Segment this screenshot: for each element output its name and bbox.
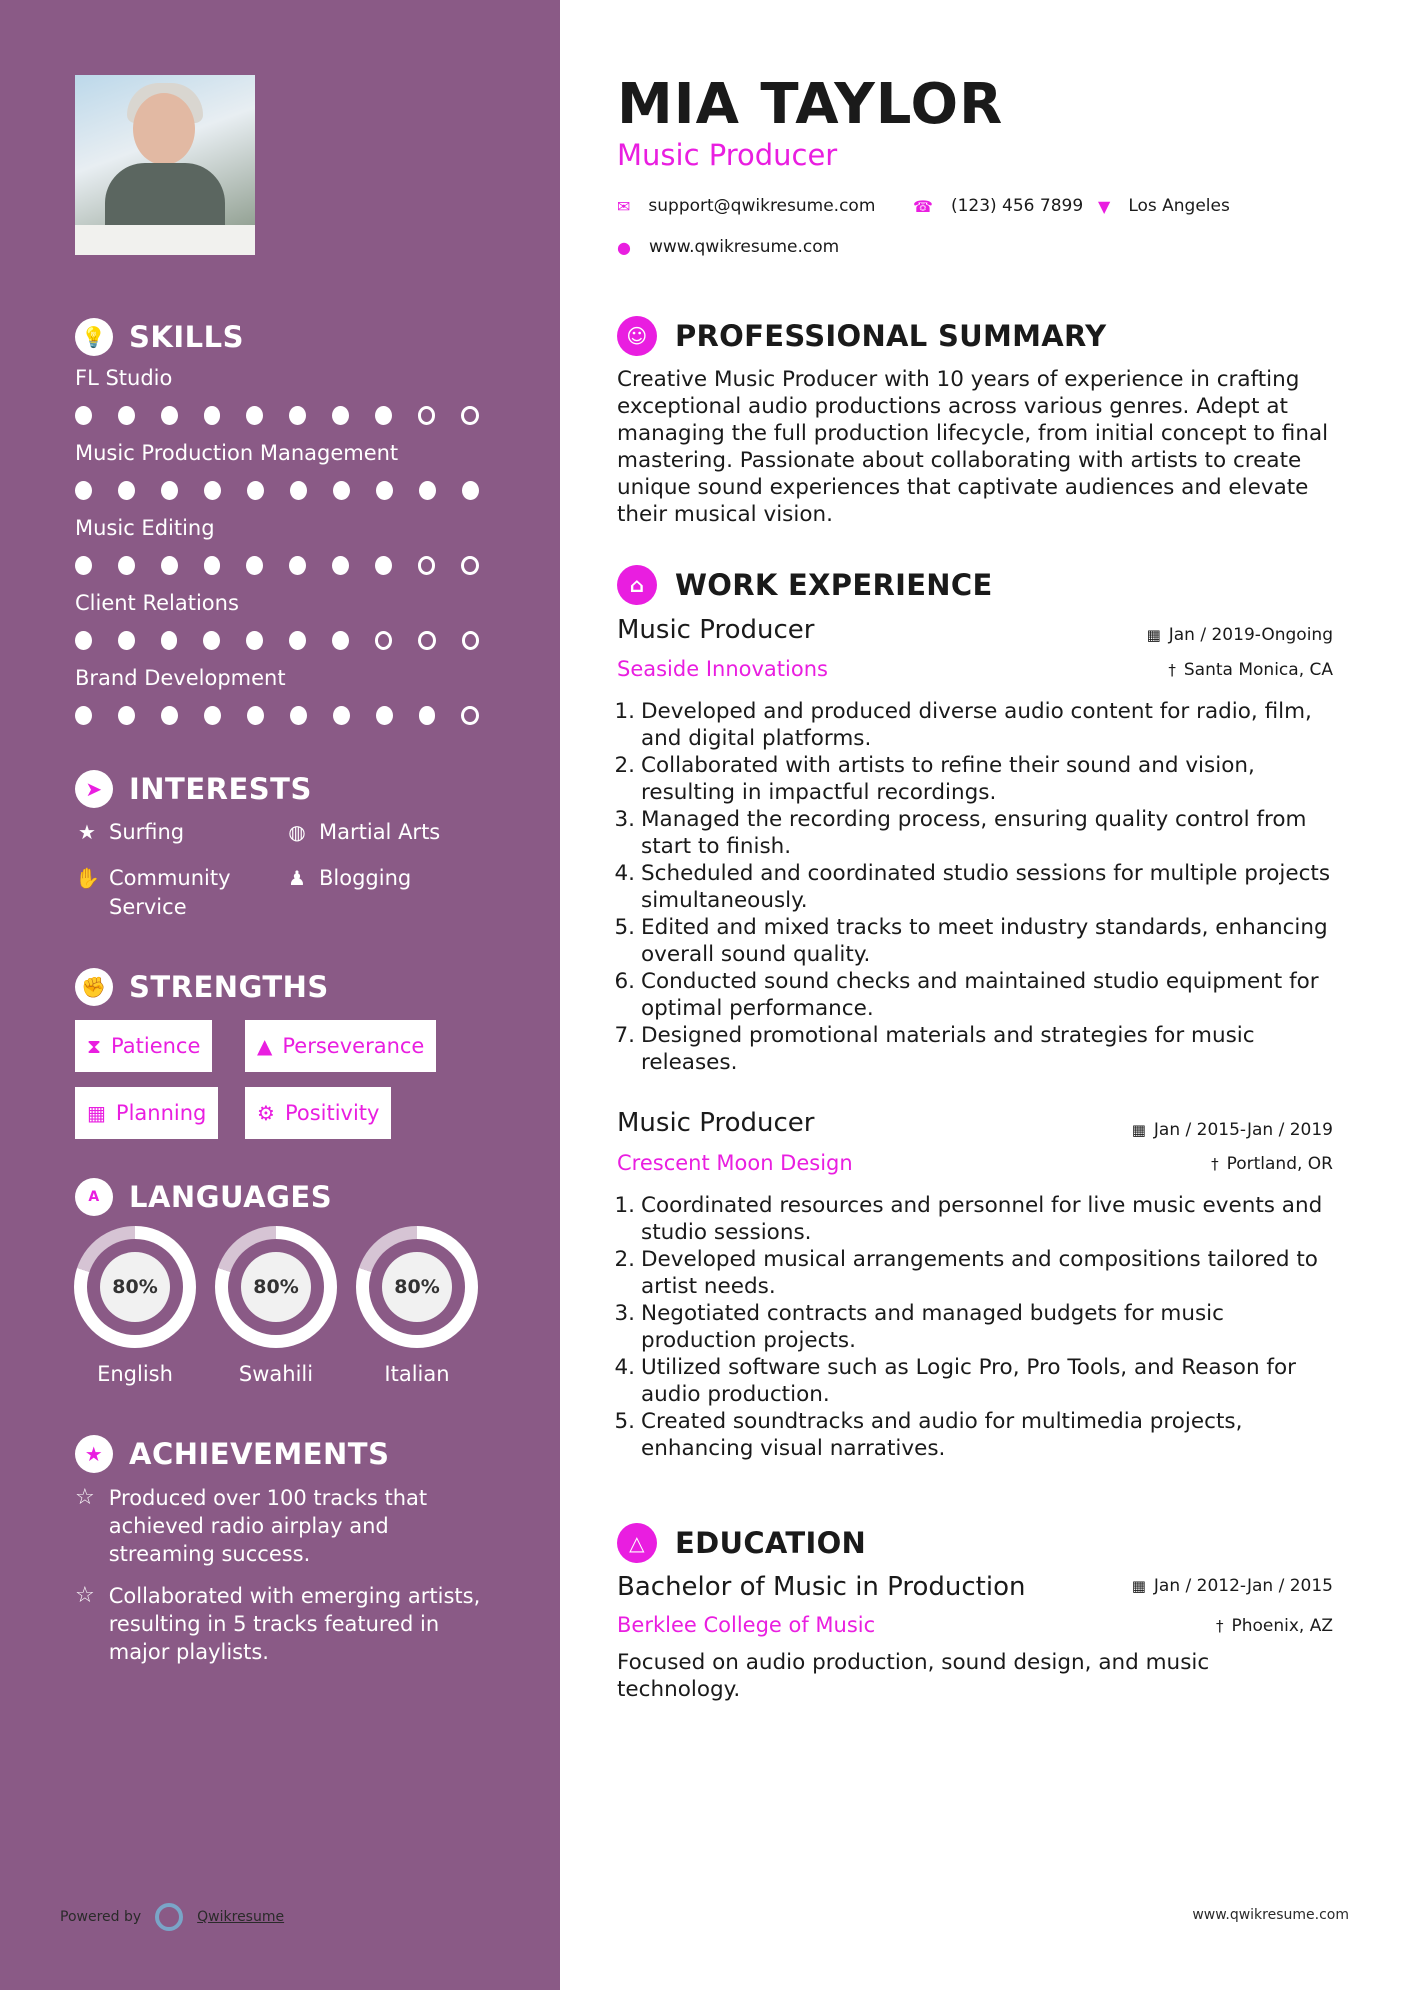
paper-plane-icon: ➤ xyxy=(75,770,113,808)
strength-badge: ▲ Perseverance xyxy=(245,1020,436,1072)
rating-dot xyxy=(118,706,135,725)
sidebar xyxy=(0,0,560,1990)
summary-text: Creative Music Producer with 10 years of experience in crafting exceptional audio productions across various genres. Adept at managing the full production lifecycle, from initial concept to final mastering. Passionate about collaborating with artists to create unique sound experiences that captivate audiences and elevate their musical vision. xyxy=(617,367,1329,527)
achievement-item: ☆ Produced over 100 tracks that achieved radio airplay and streaming success. xyxy=(75,1485,428,1566)
candidate-role: Music Producer xyxy=(617,138,838,172)
job-dates: ▦ Jan / 2015-Jan / 2019 xyxy=(1131,1120,1333,1140)
envelope-icon: ✉ xyxy=(617,196,631,216)
hands-icon: ✋ xyxy=(75,866,100,890)
rating-dot xyxy=(75,481,92,500)
rating-dot xyxy=(462,631,479,650)
job-company: Seaside Innovations xyxy=(617,657,828,681)
skill-rating xyxy=(75,481,505,500)
rating-dot xyxy=(461,556,479,575)
job-bullet: 2. Collaborated with artists to refine their sound and vision, resulting in impactful recordings. xyxy=(614,753,1255,805)
pin-icon: † xyxy=(1168,661,1176,679)
calendar-icon: ▦ xyxy=(87,1101,106,1125)
rating-dot xyxy=(418,406,436,425)
contact-location: ▼ Los Angeles xyxy=(1098,196,1230,216)
rating-dot xyxy=(247,481,264,500)
map-pin-icon: ▼ xyxy=(1098,196,1111,216)
job-location: † Portland, OR xyxy=(1211,1154,1333,1174)
rating-dot xyxy=(204,556,221,575)
qwikresume-link[interactable]: Qwikresume xyxy=(197,1909,285,1925)
rating-dot xyxy=(75,706,92,725)
skill-item xyxy=(75,666,505,725)
pin-icon: † xyxy=(1211,1155,1219,1173)
globe-icon: ◍ xyxy=(288,820,306,844)
calendar-icon: ▦ xyxy=(1131,1577,1146,1595)
skill-name: Client Relations xyxy=(75,591,239,615)
users-icon: ♟ xyxy=(288,866,306,890)
chair-icon: ⌂ xyxy=(617,565,657,605)
rating-dot xyxy=(161,406,178,425)
star-badge-icon: ★ xyxy=(75,1435,113,1473)
rating-dot xyxy=(118,556,135,575)
rating-dot xyxy=(204,406,221,425)
lightbulb-icon: 💡 xyxy=(75,318,113,356)
rating-dot xyxy=(333,481,350,500)
skill-rating xyxy=(75,556,505,575)
rating-dot xyxy=(246,406,263,425)
rating-dot xyxy=(332,406,349,425)
language-english: 80% English xyxy=(72,1226,198,1386)
language-ring: 80% xyxy=(74,1226,196,1348)
qwikresume-logo-icon xyxy=(155,1903,183,1931)
skill-name: Brand Development xyxy=(75,666,286,690)
rating-dot xyxy=(75,406,92,425)
rating-dot xyxy=(118,631,135,650)
degree-title: Bachelor of Music in Production xyxy=(617,1572,1026,1602)
education-description: Focused on audio production, sound design, and music technology. xyxy=(617,1650,1210,1702)
rating-dot xyxy=(419,706,436,725)
skill-name: Music Production Management xyxy=(75,441,399,465)
education-heading: △ EDUCATION xyxy=(617,1523,866,1563)
job-bullet: 5. Edited and mixed tracks to meet industry standards, enhancing overall sound quality. xyxy=(614,915,1328,967)
summary-heading: ☺ PROFESSIONAL SUMMARY xyxy=(617,316,1106,356)
skill-name: Music Editing xyxy=(75,516,215,540)
rating-dot xyxy=(376,706,393,725)
rating-dot xyxy=(290,706,307,725)
job-bullet: 2. Developed musical arrangements and compositions tailored to artist needs. xyxy=(614,1247,1318,1299)
rating-dot xyxy=(161,556,178,575)
experience-heading: ⌂ WORK EXPERIENCE xyxy=(617,565,993,605)
interest-item: ✋ Community Service xyxy=(75,866,231,919)
job-bullet: 1. Coordinated resources and personnel for live music events and studio sessions. xyxy=(614,1193,1323,1245)
road-icon: ▲ xyxy=(257,1034,273,1058)
job-bullets xyxy=(610,698,1340,1076)
language-ring: 80% xyxy=(356,1226,478,1348)
sun-icon: ⚙ xyxy=(257,1101,275,1125)
job-location: † Santa Monica, CA xyxy=(1168,660,1333,680)
candidate-name: MIA TAYLOR xyxy=(617,72,1004,137)
rating-dot xyxy=(375,406,392,425)
strength-badge: ⚙ Positivity xyxy=(245,1087,391,1139)
rating-dot xyxy=(333,706,350,725)
rating-dot xyxy=(246,631,263,650)
rating-dot xyxy=(161,631,178,650)
job-bullet: 7. Designed promotional materials and strategies for music releases. xyxy=(614,1023,1255,1075)
rating-dot xyxy=(204,706,221,725)
job-dates: ▦ Jan / 2019-Ongoing xyxy=(1146,625,1333,645)
rating-dot xyxy=(203,631,220,650)
skills-heading: 💡 SKILLS xyxy=(75,318,244,356)
interest-item: ★ Surfing xyxy=(75,818,184,847)
rating-dot xyxy=(247,706,264,725)
skill-item xyxy=(75,366,505,425)
hourglass-icon: ⧗ xyxy=(87,1034,102,1058)
contact-phone: ☎ (123) 456 7899 xyxy=(913,196,1084,216)
rating-dot xyxy=(375,556,392,575)
website-link[interactable]: www.qwikresume.com xyxy=(648,237,840,257)
profile-photo xyxy=(75,75,255,255)
languages-heading: A LANGUAGES xyxy=(75,1178,332,1216)
skill-rating xyxy=(75,631,505,650)
email-link[interactable]: support@qwikresume.com xyxy=(648,196,876,216)
powered-by: Powered by Qwikresume xyxy=(60,1903,284,1931)
job-bullet: 3. Managed the recording process, ensuring quality control from start to finish. xyxy=(614,807,1307,859)
phone-icon: ☎ xyxy=(913,196,933,216)
job-company: Crescent Moon Design xyxy=(617,1151,853,1175)
rating-dot xyxy=(118,481,135,500)
graduation-icon: △ xyxy=(617,1523,657,1563)
interests-heading: ➤ INTERESTS xyxy=(75,770,312,808)
rating-dot xyxy=(161,481,178,500)
education-dates: ▦ Jan / 2012-Jan / 2015 xyxy=(1131,1576,1333,1596)
skill-item xyxy=(75,441,505,500)
rating-dot xyxy=(75,556,92,575)
pin-icon: † xyxy=(1215,1617,1224,1635)
education-location: † Phoenix, AZ xyxy=(1215,1616,1333,1636)
achievements-heading: ★ ACHIEVEMENTS xyxy=(75,1435,389,1473)
interest-item: ♟ Blogging xyxy=(285,864,411,893)
rating-dot xyxy=(375,631,392,650)
job-bullet: 3. Negotiated contracts and managed budgets for music production projects. xyxy=(614,1301,1224,1353)
language-italian: 80% Italian xyxy=(354,1226,480,1386)
skill-item xyxy=(75,516,505,575)
rating-dot xyxy=(290,481,307,500)
school-name: Berklee College of Music xyxy=(617,1613,876,1637)
rating-dot xyxy=(419,481,436,500)
rating-dot xyxy=(461,406,479,425)
calendar-icon: ▦ xyxy=(1146,626,1161,644)
rating-dot xyxy=(418,631,435,650)
rating-dot xyxy=(418,556,436,575)
strengths-heading: ✊ STRENGTHS xyxy=(75,968,329,1006)
fist-icon: ✊ xyxy=(75,968,113,1006)
rating-dot xyxy=(376,481,393,500)
rating-dot xyxy=(461,706,479,725)
job-bullet: 4. Utilized software such as Logic Pro, Pro Tools, and Reason for audio production. xyxy=(614,1355,1296,1407)
interest-item: ◍ Martial Arts xyxy=(285,818,440,847)
skill-rating xyxy=(75,406,505,425)
skill-item xyxy=(75,591,505,650)
shooting-star-icon: ☆ xyxy=(75,1583,95,1608)
contact-website xyxy=(617,237,839,257)
strength-badge: ▦ Planning xyxy=(75,1087,218,1139)
job-bullets xyxy=(610,1192,1340,1462)
job-bullet: 1. Developed and produced diverse audio content for radio, film, and digital platforms. xyxy=(614,699,1312,751)
rating-dot xyxy=(332,631,349,650)
language-swahili: 80% Swahili xyxy=(213,1226,339,1386)
achievement-item: ☆ Collaborated with emerging artists, resulting in 5 tracks featured in major playlists. xyxy=(75,1583,481,1664)
footer-url[interactable]: www.qwikresume.com xyxy=(1192,1907,1349,1923)
language-ring: 80% xyxy=(215,1226,337,1348)
language-icon: A xyxy=(75,1178,113,1216)
job-bullet: 4. Scheduled and coordinated studio sessions for multiple projects simultaneously. xyxy=(614,861,1331,913)
rating-dot xyxy=(204,481,221,500)
user-icon: ☺ xyxy=(617,316,657,356)
job-title: Music Producer xyxy=(617,1108,815,1138)
rating-dot xyxy=(289,631,306,650)
skill-name: FL Studio xyxy=(75,366,173,390)
rating-dot xyxy=(161,706,178,725)
rating-dot xyxy=(75,631,92,650)
job-title: Music Producer xyxy=(617,615,815,645)
contact-email xyxy=(617,196,875,216)
rating-dot xyxy=(289,406,306,425)
job-bullet: 6. Conducted sound checks and maintained studio equipment for optimal performance. xyxy=(614,969,1319,1021)
star-icon: ★ xyxy=(78,820,96,844)
job-bullet: 5. Created soundtracks and audio for multimedia projects, enhancing visual narratives. xyxy=(614,1409,1243,1461)
rating-dot xyxy=(289,556,306,575)
rating-dot xyxy=(332,556,349,575)
rating-dot xyxy=(462,481,479,500)
globe-icon: ● xyxy=(617,237,631,257)
shooting-star-icon: ☆ xyxy=(75,1485,95,1510)
skill-rating xyxy=(75,706,505,725)
calendar-icon: ▦ xyxy=(1131,1121,1146,1139)
strength-badge: ⧗ Patience xyxy=(75,1020,212,1072)
rating-dot xyxy=(246,556,263,575)
rating-dot xyxy=(118,406,135,425)
